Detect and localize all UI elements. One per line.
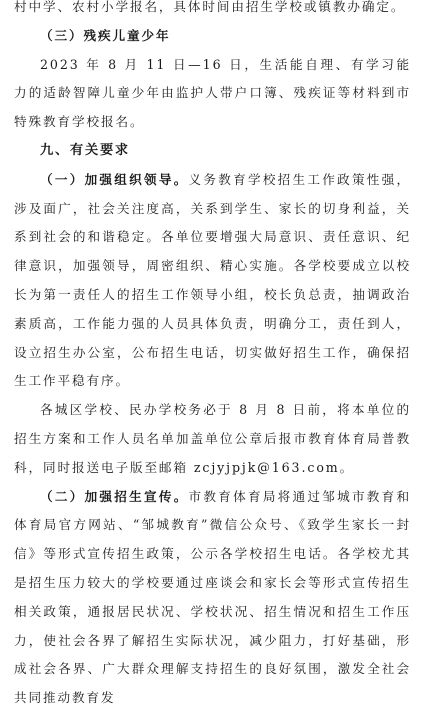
subsection-heading-disabled-children: （三）残疾儿童少年 bbox=[40, 27, 171, 43]
paragraph-disabled-children: 2023 年 8 月 11 日—16 日，生活能自理、有学习能力的适龄智障儿童少年由监护人带户口簿、残疾证等材料到市特殊教育学校报名。 bbox=[14, 56, 411, 130]
lead-enrollment-publicity: （二）加强招生宣传。 bbox=[40, 488, 189, 504]
paragraph-organization-leadership bbox=[0, 166, 425, 396]
body-enrollment-publicity: 市教育体育局将通过邹城市教育和体育局官方网站、“邹城教育”微信公众号、《致学生家长一封信》等形式宣传招生政策，公示各学校招生电话。各学校尤其是招生压力较大的学校要通过座谈会和家长会等形式宣传招生相关政策，通报居民状况、学校状况、招生情况和招生工作压力，使社会各界了解招生实际状况，减少阻力，打好基础，形成社会各界、广大群众理解支持招生的良好氛围，激发全社会共同推动教育发 bbox=[14, 488, 412, 706]
previous-paragraph-tail: 村中学、农村小学报名，具体时间由招生学校或镇教办确定。 bbox=[14, 0, 406, 14]
section-heading-requirements: 九、有关要求 bbox=[40, 142, 130, 158]
paragraph-enrollment-publicity bbox=[0, 483, 425, 713]
lead-organization-leadership: （一）加强组织领导。 bbox=[40, 171, 189, 187]
body-organization-leadership: 义务教育学校招生工作政策性强，涉及面广，社会关注度高，关系到学生、家长的切身利益，关系到社会的和谐稳定。各单位要增强大局意识、责任意识、纪律意识，加强领导，周密组织、精心实施。各学校要成立以校长为第一责任人的招生工作领导小组，校长负总责，抽调政治素质高，工作能力强的人员具体负责，明确分工，责任到人，设立招生办公室，公布招生电话，切实做好招生工作，确保招生工作平稳有序。 bbox=[14, 171, 412, 389]
paragraph-submission-deadline: 各城区学校、民办学校务必于 8 月 8 日前，将本单位的招生方案和工作人员名单加盖单位公章后报市教育体育局普教科，同时报送电子版至邮箱 zcjyjpjk@163.com。 bbox=[14, 402, 411, 475]
